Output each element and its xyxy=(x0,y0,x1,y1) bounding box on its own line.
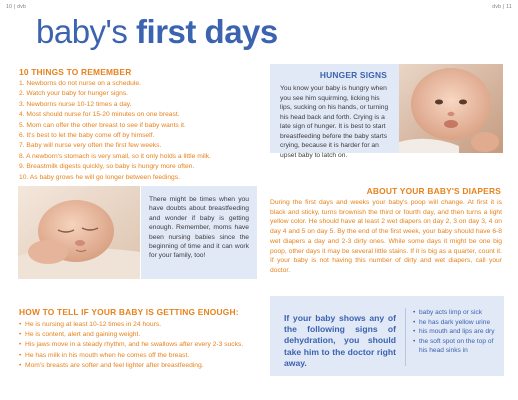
list-item: • He is content, alert and gaining weight. xyxy=(19,330,259,340)
list-item: 7. Baby will nurse very often the first few weeks. xyxy=(19,142,162,150)
ten-things-heading: 10 THINGS TO REMEMBER xyxy=(19,67,132,77)
dehydration-signs-list xyxy=(413,308,499,356)
list-item: • Mom's breasts are softer and feel lighter after breastfeeding. xyxy=(19,361,259,371)
doubts-text: There might be times when you have doubts about breastfeeding and wonder if baby is getting enough. Remember, moms have been nursing babies since the beginning of time and it can work for your family, too! xyxy=(149,196,249,260)
getting-enough-heading: HOW TO TELL IF YOUR BABY IS GETTING ENOUGH: xyxy=(19,307,239,317)
list-item: 10. As baby grows he will go longer between feedings. xyxy=(19,173,180,181)
list-item: 3. Newborns nurse 10-12 times a day. xyxy=(19,100,132,108)
doubts-box xyxy=(141,186,257,279)
diapers-heading: ABOUT YOUR BABY'S DIAPERS xyxy=(366,186,501,196)
sleeping-baby-illustration xyxy=(18,186,140,279)
list-item: • He is nursing at least 10-12 times in 24 hours. xyxy=(19,320,259,330)
list-item: 2. Watch your baby for hunger signs. xyxy=(19,90,129,98)
ten-things-list xyxy=(19,79,249,183)
hunger-signs-heading: HUNGER SIGNS xyxy=(319,70,387,80)
divider xyxy=(405,308,406,366)
list-item: 5. Mom can offer the other breast to see if baby wants it. xyxy=(19,121,186,129)
hunger-signs-text: You know your baby is hungry when you see him squirming, licking his lips, sucking on his hands, or turning his head back and forth. Crying is a late sign of hunger. It is best to start breastfeeding before the baby starts crying, because it is harder for an upset baby to latch on. xyxy=(280,85,389,159)
sleeping-baby-photo xyxy=(18,186,140,279)
baby-face-illustration xyxy=(399,64,503,153)
list-item: 9. Breastmilk digests quickly, so baby is hungry more often. xyxy=(19,163,195,171)
list-item: 1. Newborns do not nurse on a schedule. xyxy=(19,80,141,87)
list-item: 6. It's best to let the baby come off by himself. xyxy=(19,132,155,140)
page-title xyxy=(36,14,278,50)
dehydration-warning-text: If your baby shows any of the following signs of dehydration, you should take him to the doctor right away. xyxy=(284,313,396,368)
left-page-number: 10 | dvb xyxy=(6,4,27,10)
page-title-bold: first days xyxy=(136,13,278,50)
diapers-text: During the first days and weeks your baby's poop will change. At first it is black and sticky, turns brownish the third or fourth day, and then turns a light yellow color. He should have at least 2 wet diapers on day 2, 3 on day 3, 4 on day 4 and 5 on day 5. By the end of the first week, your baby should have 6-8 wet diapers a day and 2-3 dirty ones. While some days it might be one big poop, other days it may be several little stains. If it is big as a quarter, count it. If your baby is not having this number of dirty and wet diapers, call your doctor. xyxy=(270,199,502,274)
baby-face-photo xyxy=(399,64,503,153)
hunger-signs-box xyxy=(270,64,399,159)
list-item: 8. A newborn's stomach is very small, so it only holds a little milk. xyxy=(19,152,211,160)
list-item: • His jaws move in a steady rhythm, and he swallows after every 2-3 sucks. xyxy=(19,340,259,350)
list-item: • baby acts limp or sick xyxy=(413,308,499,318)
list-item: • he has dark yellow urine xyxy=(413,318,499,328)
list-item: 4. Most should nurse for 15-20 minutes on one breast. xyxy=(19,111,180,119)
right-page-number: dvb | 11 xyxy=(492,4,512,10)
list-item: • He has milk in his mouth when he comes off the breast. xyxy=(19,351,259,361)
getting-enough-list xyxy=(19,320,259,371)
dehydration-box xyxy=(270,296,504,376)
list-item: • his mouth and lips are dry xyxy=(413,327,499,337)
list-item: • the soft spot on the top of his head sinks in xyxy=(413,337,499,356)
page-title-light: baby's xyxy=(36,13,128,50)
